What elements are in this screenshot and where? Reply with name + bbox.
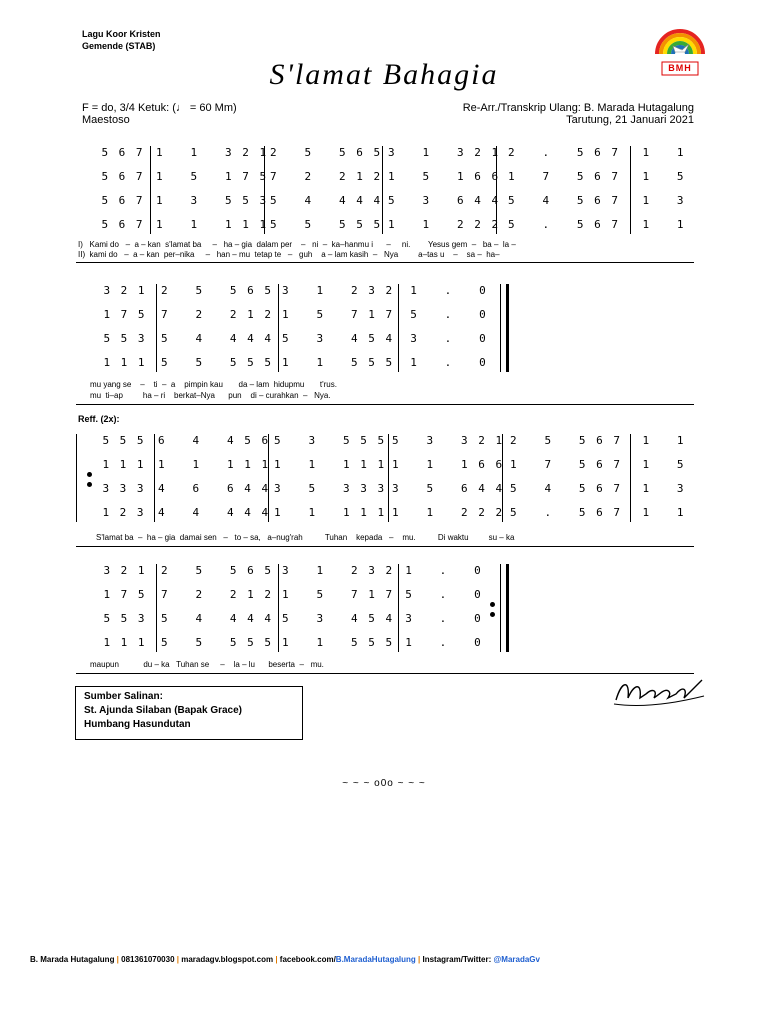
system-3 [76, 428, 694, 524]
system-divider [76, 404, 694, 405]
note-cell: 1 7 5 6 7 [507, 170, 621, 183]
note-cell: 1 1 [642, 146, 686, 159]
note-cell: 5 3 4 5 4 [282, 612, 395, 625]
lyric-verse-2: II) kami do – a – kan per–nika – han – mu tetap te – guh a – lam kasih – Nya a–tas u – sa – ha– [78, 250, 500, 259]
note-cell: 5 6 7 [101, 170, 145, 183]
note-cell: 1 1 5 5 5 [282, 356, 395, 369]
note-cell: 1 1 5 5 5 [282, 636, 395, 649]
note-cell: 1 5 1 6 6 [388, 170, 501, 183]
note-cell: 4 6 6 4 4 [158, 482, 271, 495]
footer-separator: | [174, 955, 182, 964]
note-cell: 5 3 6 4 4 [388, 194, 501, 207]
note-cell: 6 4 4 5 6 [158, 434, 271, 447]
note-cell: 2 . 5 6 7 [507, 146, 621, 159]
note-cell: 3 . 0 [405, 612, 483, 625]
note-cell: 3 3 3 [102, 482, 146, 495]
system-divider [76, 673, 694, 674]
note-cell: 1 1 [642, 218, 686, 231]
system-2 [94, 278, 524, 374]
note-cell: 1 1 1 [103, 636, 147, 649]
footer-phone: 081361070030 [121, 955, 175, 964]
note-cell: 1 5 [642, 170, 686, 183]
note-cell: 3 5 6 4 4 [392, 482, 505, 495]
choir-type-label: Gemende (STAB) [82, 41, 156, 51]
note-cell: 1 . 0 [410, 284, 488, 297]
note-cell: 2 5 5 6 5 [160, 284, 274, 297]
note-cell: 1 1 [642, 434, 686, 447]
note-cell: 1 1 1 6 6 [392, 458, 505, 471]
note-cell: 2 5 5 6 7 [509, 434, 623, 447]
source-place: Humbang Hasundutan [84, 719, 191, 730]
note-cell: 1 1 2 2 2 [392, 506, 505, 519]
system-divider [76, 262, 694, 263]
signature [612, 674, 706, 710]
note-cell: 3 2 1 [103, 284, 147, 297]
note-cell: 4 4 4 4 4 [158, 506, 271, 519]
note-cell: 1 5 7 1 7 [282, 588, 395, 601]
note-cell: 3 1 2 3 2 [282, 284, 395, 297]
note-cell: 5 5 5 [102, 434, 146, 447]
lyric-verse-2: mu ti–ap ha – ri berkat–Nya pun di – curahkan – Nya. [90, 391, 331, 400]
note-cell: 1 1 1 1 1 [274, 506, 387, 519]
arranger-credit: Re-Arr./Transkrip Ulang: B. Marada Hutagalung [462, 102, 694, 114]
footer-social-handle[interactable]: @MaradaGv [493, 955, 540, 964]
note-cell: 2 5 5 6 5 [160, 564, 274, 577]
source-box [75, 686, 303, 740]
note-cell: 5 6 7 [101, 146, 145, 159]
arrangement-date: Tarutung, 21 Januari 2021 [566, 114, 694, 126]
note-cell: 1 7 5 6 7 [509, 458, 623, 471]
note-cell: 5 4 4 4 4 [160, 612, 274, 625]
note-cell: 5 5 5 5 5 [160, 636, 274, 649]
key-tempo: F = do, 3/4 Ketuk: (♩ = 60 Mm) [82, 102, 237, 114]
footer [30, 955, 540, 964]
note-cell: 5 3 5 5 5 [274, 434, 387, 447]
note-cell: 1 1 1 1 1 [158, 458, 271, 471]
footer-facebook-prefix: facebook.com/ [279, 955, 336, 964]
footer-name: B. Marada Hutagalung [30, 955, 115, 964]
note-cell: 1 1 3 2 1 [156, 146, 269, 159]
note-cell: 5 . 5 6 7 [509, 506, 623, 519]
note-cell: 2 5 5 6 5 [270, 146, 383, 159]
note-cell: 1 7 5 [103, 308, 147, 321]
note-cell: 5 6 7 [101, 194, 145, 207]
note-cell: 3 1 2 3 2 [282, 564, 395, 577]
note-cell: 5 . 5 6 7 [507, 218, 621, 231]
system-1 [94, 140, 694, 236]
note-cell: 1 . 0 [405, 564, 483, 577]
footer-facebook-link[interactable]: B.MaradaHutagalung [335, 955, 416, 964]
footer-social-label: Instagram/Twitter: [422, 955, 494, 964]
note-cell: 5 6 7 [101, 218, 145, 231]
logo-text: BMH [668, 63, 692, 73]
footer-separator: | [273, 955, 280, 964]
note-cell: 1 1 1 [102, 458, 146, 471]
end-mark: ~ ~ ~ o0o ~ ~ ~ [342, 778, 426, 789]
note-cell: 7 2 2 1 2 [160, 588, 274, 601]
note-cell: 5 5 5 5 5 [270, 218, 383, 231]
lyric-verse-1: I) Kami do – a – kan s'lamat ba – ha – gia dalam per – ni – ka–hanmu i – ni. Yesus gem – ba – la – [78, 240, 516, 249]
system-divider [76, 546, 694, 547]
note-cell: 3 2 1 [103, 564, 147, 577]
note-cell: 1 7 5 [103, 588, 147, 601]
collection-label: Lagu Koor Kristen [82, 29, 161, 39]
note-cell: 5 4 5 6 7 [509, 482, 623, 495]
note-cell: 1 1 1 1 1 [156, 218, 269, 231]
footer-separator: | [415, 955, 423, 964]
note-cell: 5 4 5 6 7 [507, 194, 621, 207]
note-cell: 1 1 1 [103, 356, 147, 369]
note-cell: 1 . 0 [410, 356, 488, 369]
song-title: S'lamat Bahagia [269, 58, 499, 91]
note-cell: 5 . 0 [405, 588, 483, 601]
note-cell: 1 . 0 [405, 636, 483, 649]
note-cell: 1 5 7 1 7 [282, 308, 395, 321]
note-cell: 1 2 3 [102, 506, 146, 519]
note-cell: 3 5 3 3 3 [274, 482, 387, 495]
footer-separator: | [114, 955, 122, 964]
note-cell: 5 3 4 5 4 [282, 332, 395, 345]
note-cell: 7 2 2 1 2 [160, 308, 274, 321]
note-cell: 5 . 0 [410, 308, 488, 321]
note-cell: 1 3 [642, 482, 686, 495]
note-cell: 1 5 [642, 458, 686, 471]
note-cell: 5 5 5 5 5 [160, 356, 274, 369]
note-cell: 5 4 4 4 4 [160, 332, 274, 345]
note-cell: 5 3 3 2 1 [392, 434, 505, 447]
note-cell: 7 2 2 1 2 [270, 170, 383, 183]
note-cell: 5 5 3 [103, 332, 147, 345]
note-cell: 5 5 3 [103, 612, 147, 625]
lyric-refrain: S'lamat ba – ha – gia damai sen – to – sa, a–nug'rah Tuhan kepada – mu. Di waktu su – ka [96, 533, 515, 542]
note-cell: 1 3 [642, 194, 686, 207]
footer-blog-link[interactable]: maradagv.blogspot.com [181, 955, 274, 964]
lyric-verse-1: mu yang se – ti – a pimpin kau da – lam hidupmu t'rus. [90, 380, 337, 389]
lyric-refrain: maupun du – ka Tuhan se – la – lu beserta – mu. [90, 660, 324, 669]
note-cell: 5 4 4 4 4 [270, 194, 383, 207]
note-cell: 3 1 3 2 1 [388, 146, 501, 159]
refrain-label: Reff. (2x): [78, 414, 120, 424]
note-cell: 3 . 0 [410, 332, 488, 345]
source-name: St. Ajunda Silaban (Bapak Grace) [84, 705, 243, 716]
note-cell: 1 5 1 7 5 [156, 170, 269, 183]
source-label: Sumber Salinan: [84, 691, 163, 702]
note-cell: 1 1 1 1 1 [274, 458, 387, 471]
note-cell: 1 3 5 5 3 [156, 194, 269, 207]
note-cell: 1 1 2 2 2 [388, 218, 501, 231]
tempo-style: Maestoso [82, 114, 130, 126]
note-cell: 1 1 [642, 506, 686, 519]
system-4 [94, 558, 524, 654]
